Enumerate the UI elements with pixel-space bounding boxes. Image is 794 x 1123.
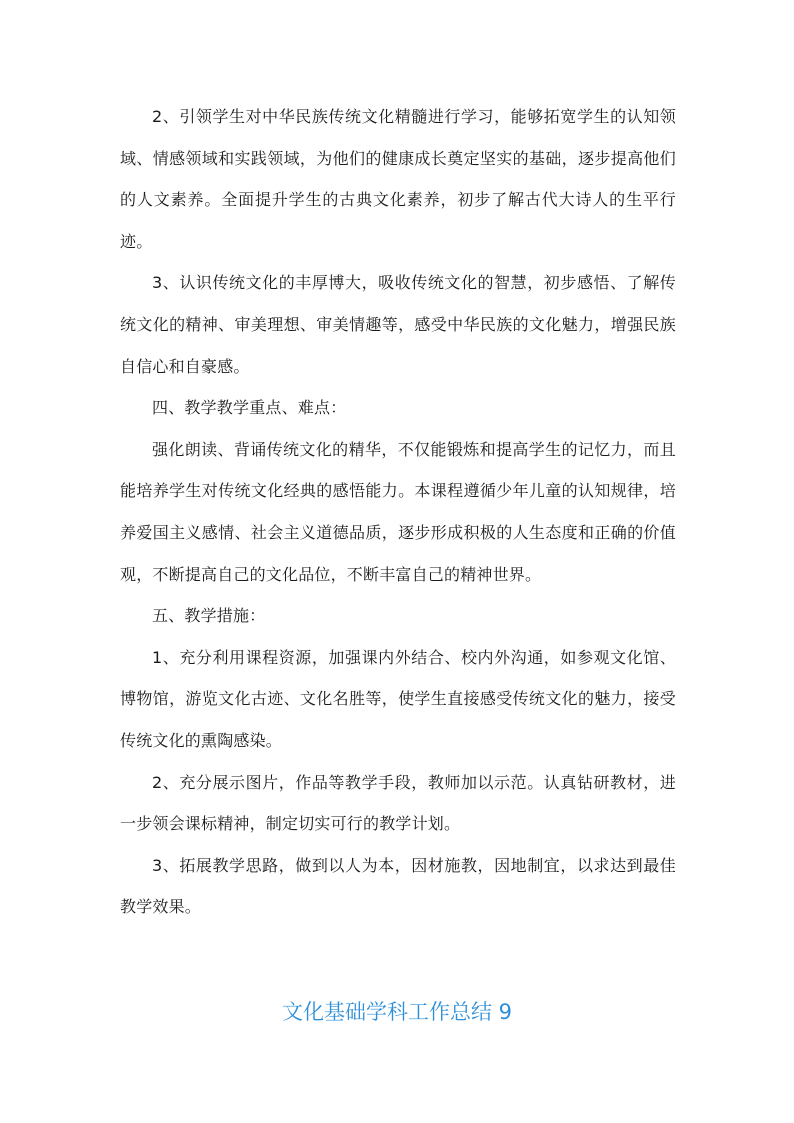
paragraph-key-points: 强化朗读、背诵传统文化的精华，不仅能锻炼和提高学生的记忆力，而且能培养学生对传统文化经典的感悟能力。本课程遵循少年儿童的认知规律，培养爱国主义感情、社会主义道德品质，逐步形成积极的人生态度和正确的价值观，不断提高自己的文化品位，不断丰富自己的精神世界。 [120,439,676,584]
paragraph-goal-2: 2、引领学生对中华民族传统文化精髓进行学习，能够拓宽学生的认知领域、情感领域和实践领域，为他们的健康成长奠定坚实的基础，逐步提高他们的人文素养。全面提升学生的古典文化素养，初步了解古代大诗人的生平行迹。 [120,107,676,251]
summary-title-9: 文化基础学科工作总结 9 [281,1000,513,1025]
paragraph-goal-3: 3、认识传统文化的丰厚博大，吸收传统文化的智慧，初步感悟、了解传统文化的精神、审美理想、审美情趣等，感受中华民族的文化魅力，增强民族自信心和自豪感。 [120,273,676,376]
paragraph-measure-3: 3、拓展教学思路，做到以人为本，因材施教，因地制宜，以求达到最佳教学效果。 [120,855,676,917]
section-heading-key-points: 四、教学教学重点、难点： [152,398,347,418]
paragraph-measure-1: 1、充分利用课程资源，加强课内外结合、校内外沟通，如参观文化馆、博物馆，游览文化古迹、文化名胜等，使学生直接感受传统文化的魅力，接受传统文化的熏陶感染。 [120,647,676,750]
paragraph-measure-2: 2、充分展示图片，作品等教学手段，教师加以示范。认真钻研教材，进一步领会课标精神，制定切实可行的教学计划。 [120,772,676,834]
section-heading-measures: 五、教学措施： [152,606,266,626]
document-body [120,96,676,928]
